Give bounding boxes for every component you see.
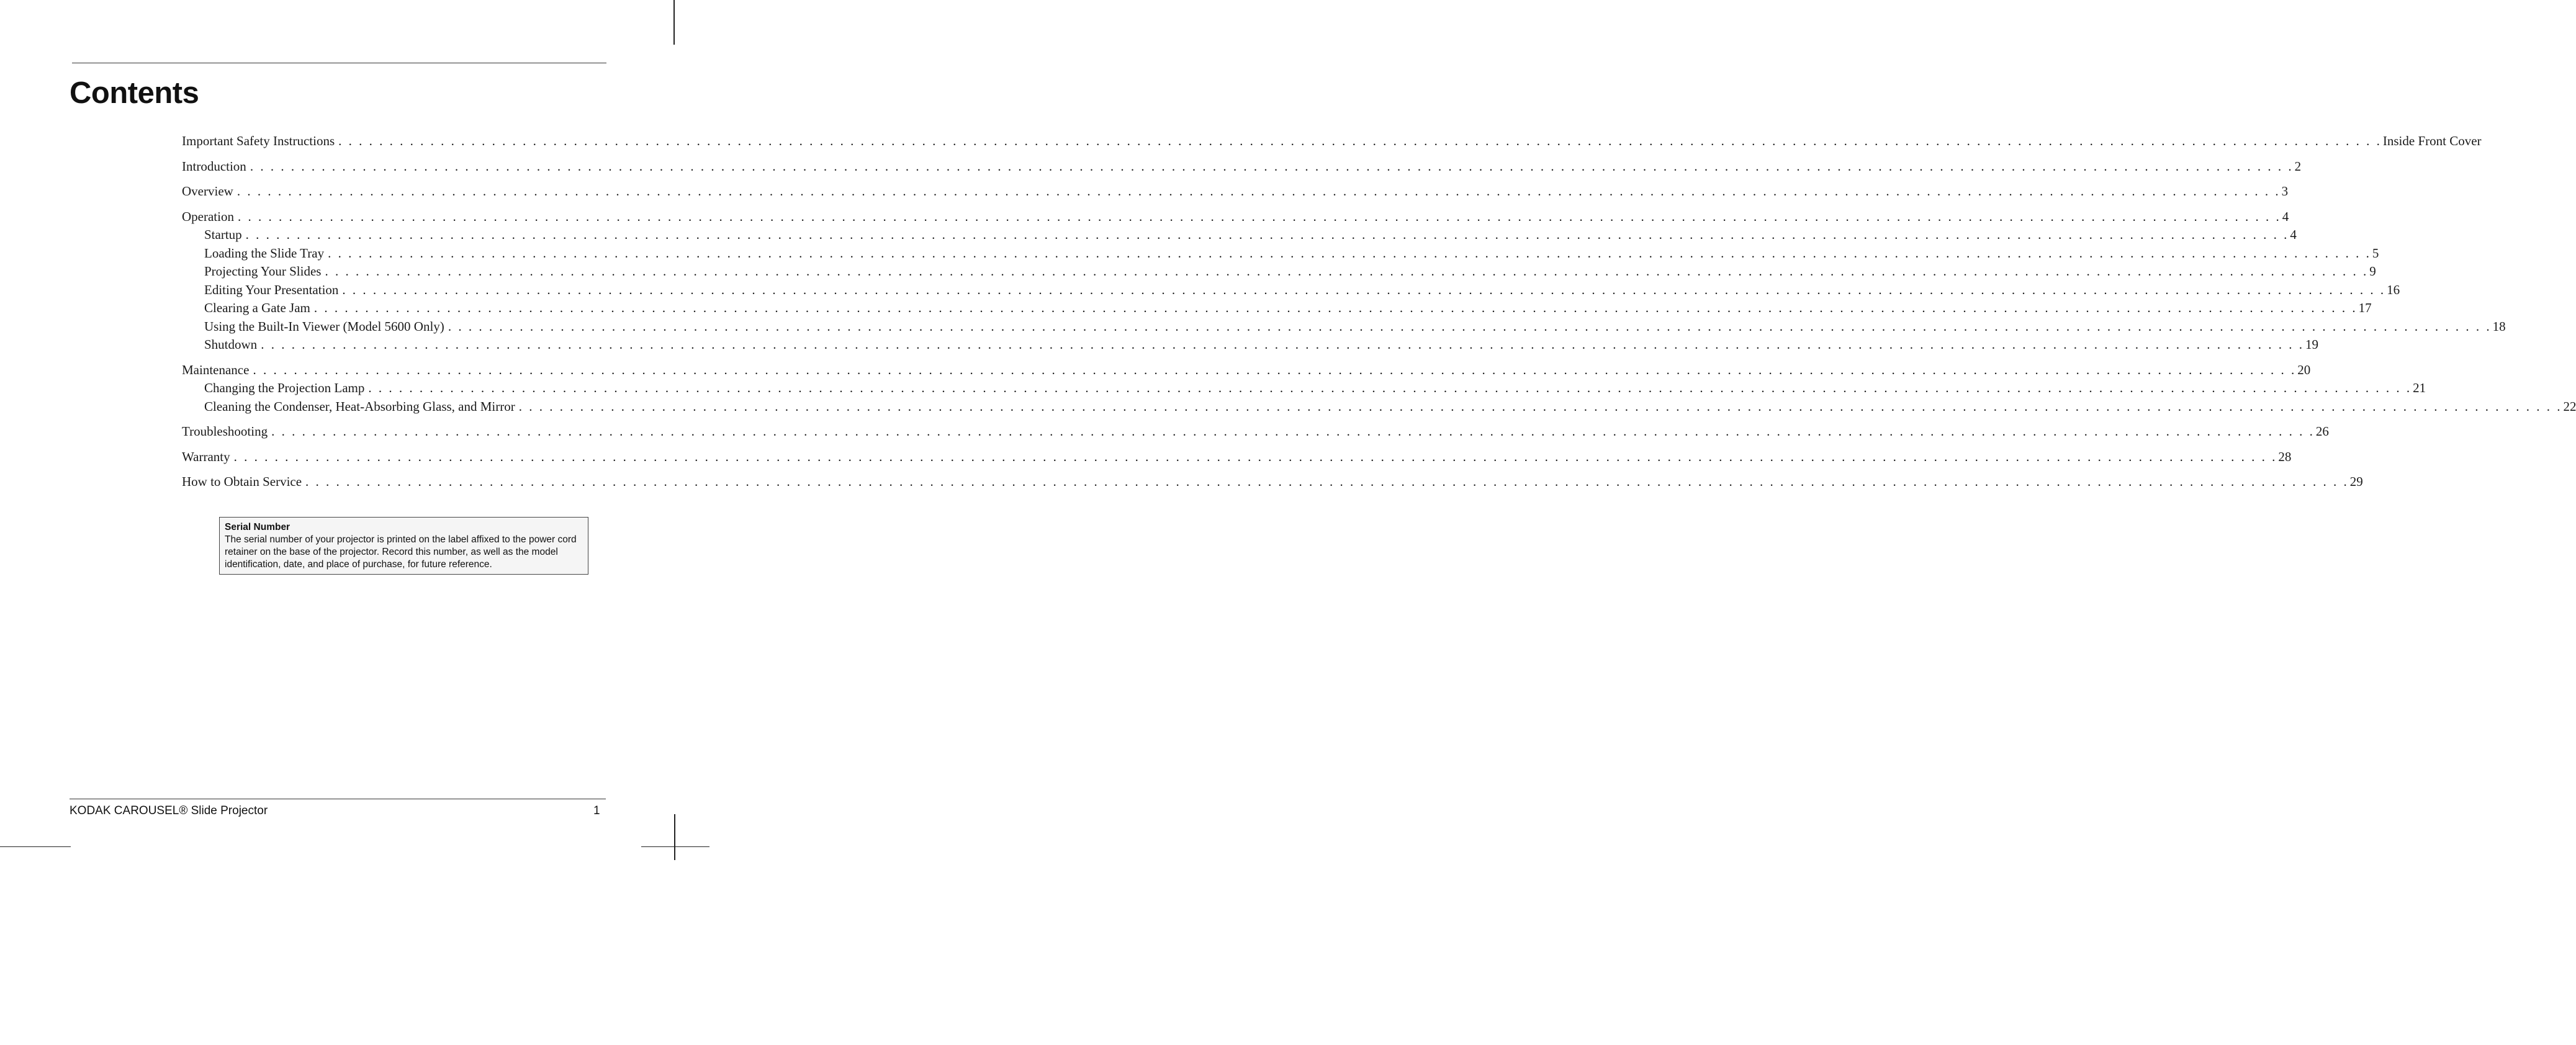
toc-entry-page: 4 [2282, 209, 2289, 224]
toc-dot-leader: . . . . . . . . . . . . . . . . . . . . . . . . . . . . . . . . . . . . . . . . . . . . . . . . . . . . . . . . . . . . . . . . . . . . . . . . . . . . . . . . . . . . . . . . . . . . . . . . . . . . . . . . . . . . . . . . . . . . . . . . . . . . . . . . . . . . . . . . . . . . . . . . . . . . . . . . . . . . . . . . . . . . . . . . . . . . . . . . . . . . . . . . . . . . . . . . . . . . . . . . [253, 362, 2297, 377]
toc-entry-page: 18 [2492, 318, 2506, 334]
toc-entry-label: Cleaning the Condenser, Heat-Absorbing Glass, and Mirror [204, 398, 515, 414]
toc-group [182, 158, 2302, 176]
toc-entry-label: Changing the Projection Lamp [204, 380, 365, 395]
toc-subentry[interactable] [182, 336, 2318, 354]
toc-entry-page: 20 [2297, 362, 2311, 377]
toc-dot-leader: . . . . . . . . . . . . . . . . . . . . . . . . . . . . . . . . . . . . . . . . . . . . . . . . . . . . . . . . . . . . . . . . . . . . . . . . . . . . . . . . . . . . . . . . . . . . . . . . . . . . . . . . . . . . . . . . . . . . . . . . . . . . . . . . . . . . . . . . . . . . . . . . . . . . . . . . . . . . . . . . . . . . . . . . . . . . . . . . . . . . . . . . . . . . . . . . . . . . . . . . [328, 245, 2371, 261]
toc-entry-label: How to Obtain Service [182, 474, 302, 489]
toc-entry-label: Introduction [182, 158, 246, 174]
toc-dot-leader: . . . . . . . . . . . . . . . . . . . . . . . . . . . . . . . . . . . . . . . . . . . . . . . . . . . . . . . . . . . . . . . . . . . . . . . . . . . . . . . . . . . . . . . . . . . . . . . . . . . . . . . . . . . . . . . . . . . . . . . . . . . . . . . . . . . . . . . . . . . . . . . . . . . . . . . . . . . . . . . . . . . . . . . . . . . . . . . . . . . . . . . . . . . . . . . . . . . . . . . . [236, 184, 2281, 199]
toc-entry-page: 29 [2349, 474, 2363, 489]
toc-subentry[interactable] [182, 379, 2426, 398]
crop-mark-top-right [673, 0, 675, 45]
toc-entry-label: Clearing a Gate Jam [204, 300, 310, 315]
footer-page-number: 1 [593, 804, 600, 817]
toc-entry-page: 26 [2315, 424, 2329, 439]
note-body: The serial number of your projector is printed on the label affixed to the power cord retainer on the base of the projector. Record this number, as well as the model identification, date, and place of purchase, for future reference. [225, 534, 577, 570]
toc-subentry[interactable] [182, 318, 2506, 336]
toc-entry[interactable] [182, 208, 2289, 226]
toc-entry[interactable] [182, 448, 2292, 467]
table-of-contents [182, 132, 2576, 498]
toc-entry-page: 17 [2358, 300, 2372, 315]
toc-entry-page: 22 [2563, 398, 2576, 414]
toc-entry-page: 4 [2290, 227, 2297, 242]
crop-mark-bottom-left [0, 846, 71, 847]
toc-subentry[interactable] [182, 398, 2576, 416]
toc-entry-page: Inside Front Cover [2382, 133, 2482, 148]
toc-entry-page: 2 [2294, 158, 2302, 174]
toc-dot-leader: . . . . . . . . . . . . . . . . . . . . . . . . . . . . . . . . . . . . . . . . . . . . . . . . . . . . . . . . . . . . . . . . . . . . . . . . . . . . . . . . . . . . . . . . . . . . . . . . . . . . . . . . . . . . . . . . . . . . . . . . . . . . . . . . . . . . . . . . . . . . . . . . . . . . . . . . . . . . . . . . . . . . . . . . . . . . . . . . . . . . . . . . . . . . . . . . . . . . . . . . [271, 424, 2315, 439]
toc-entry[interactable] [182, 423, 2329, 441]
toc-entry[interactable] [182, 182, 2289, 201]
toc-group [182, 182, 2289, 201]
toc-group [182, 473, 2363, 491]
toc-entry-label: Startup [204, 227, 242, 242]
toc-entry-page: 9 [2369, 264, 2376, 279]
toc-group [182, 361, 2576, 416]
toc-group [182, 132, 2482, 151]
toc-entry[interactable] [182, 158, 2302, 176]
toc-entry-page: 21 [2413, 380, 2426, 395]
toc-group [182, 208, 2506, 354]
toc-dot-leader: . . . . . . . . . . . . . . . . . . . . . . . . . . . . . . . . . . . . . . . . . . . . . . . . . . . . . . . . . . . . . . . . . . . . . . . . . . . . . . . . . . . . . . . . . . . . . . . . . . . . . . . . . . . . . . . . . . . . . . . . . . . . . . . . . . . . . . . . . . . . . . . . . . . . . . . . . . . . . . . . . . . . . . . . . . . . . . . . . . . . . . . . . . . . . . . . . . . . . . . . [233, 449, 2277, 464]
toc-entry-page: 19 [2305, 337, 2318, 352]
toc-dot-leader: . . . . . . . . . . . . . . . . . . . . . . . . . . . . . . . . . . . . . . . . . . . . . . . . . . . . . . . . . . . . . . . . . . . . . . . . . . . . . . . . . . . . . . . . . . . . . . . . . . . . . . . . . . . . . . . . . . . . . . . . . . . . . . . . . . . . . . . . . . . . . . . . . . . . . . . . . . . . . . . . . . . . . . . . . . . . . . . . . . . . . . . . . . . . . . . . . . . . . . . . [342, 282, 2386, 297]
toc-entry-label: Editing Your Presentation [204, 282, 339, 297]
toc-subentry[interactable] [182, 299, 2372, 318]
toc-entry-label: Important Safety Instructions [182, 133, 335, 148]
serial-number-note [219, 517, 588, 575]
toc-entry-label: Using the Built-In Viewer (Model 5600 Only) [204, 318, 444, 334]
toc-dot-leader: . . . . . . . . . . . . . . . . . . . . . . . . . . . . . . . . . . . . . . . . . . . . . . . . . . . . . . . . . . . . . . . . . . . . . . . . . . . . . . . . . . . . . . . . . . . . . . . . . . . . . . . . . . . . . . . . . . . . . . . . . . . . . . . . . . . . . . . . . . . . . . . . . . . . . . . . . . . . . . . . . . . . . . . . . . . . . . . . . . . . . . . . . . . . . . . . . . . . . . . . [237, 209, 2281, 224]
toc-entry-label: Maintenance [182, 362, 250, 377]
toc-dot-leader: . . . . . . . . . . . . . . . . . . . . . . . . . . . . . . . . . . . . . . . . . . . . . . . . . . . . . . . . . . . . . . . . . . . . . . . . . . . . . . . . . . . . . . . . . . . . . . . . . . . . . . . . . . . . . . . . . . . . . . . . . . . . . . . . . . . . . . . . . . . . . . . . . . . . . . . . . . . . . . . . . . . . . . . . . . . . . . . . . . . . . . . . . . . . . . . . . . . . . . . . [305, 474, 2349, 489]
toc-entry-page: 16 [2387, 282, 2400, 297]
toc-entry-label: Shutdown [204, 337, 258, 352]
toc-subentry[interactable] [182, 226, 2297, 244]
toc-dot-leader: . . . . . . . . . . . . . . . . . . . . . . . . . . . . . . . . . . . . . . . . . . . . . . . . . . . . . . . . . . . . . . . . . . . . . . . . . . . . . . . . . . . . . . . . . . . . . . . . . . . . . . . . . . . . . . . . . . . . . . . . . . . . . . . . . . . . . . . . . . . . . . . . . . . . . . . . . . . . . . . . . . . . . . . . . . . . . . . . . . . . . . . . . . . . . . . . . . . . . . . . [261, 337, 2304, 352]
toc-entry-label: Operation [182, 209, 234, 224]
footer-title: KODAK CAROUSEL® Slide Projector [70, 804, 268, 817]
toc-entry-label: Overview [182, 184, 233, 199]
toc-dot-leader: . . . . . . . . . . . . . . . . . . . . . . . . . . . . . . . . . . . . . . . . . . . . . . . . . . . . . . . . . . . . . . . . . . . . . . . . . . . . . . . . . . . . . . . . . . . . . . . . . . . . . . . . . . . . . . . . . . . . . . . . . . . . . . . . . . . . . . . . . . . . . . . . . . . . . . . . . . . . . . . . . . . . . . . . . . . . . . . . . . . . . . . . . . . . . . . . . . . . . . . . [338, 133, 2382, 148]
toc-dot-leader: . . . . . . . . . . . . . . . . . . . . . . . . . . . . . . . . . . . . . . . . . . . . . . . . . . . . . . . . . . . . . . . . . . . . . . . . . . . . . . . . . . . . . . . . . . . . . . . . . . . . . . . . . . . . . . . . . . . . . . . . . . . . . . . . . . . . . . . . . . . . . . . . . . . . . . . . . . . . . . . . . . . . . . . . . . . . . . . . . . . . . . . . . . . . . . . . . . . . . . . . [313, 300, 2358, 315]
note-title: Serial Number [225, 522, 290, 532]
toc-entry[interactable] [182, 361, 2311, 380]
toc-group [182, 448, 2292, 467]
toc-entry[interactable] [182, 132, 2482, 151]
page-title: Contents [70, 76, 199, 110]
toc-entry[interactable] [182, 473, 2363, 491]
toc-dot-leader: . . . . . . . . . . . . . . . . . . . . . . . . . . . . . . . . . . . . . . . . . . . . . . . . . . . . . . . . . . . . . . . . . . . . . . . . . . . . . . . . . . . . . . . . . . . . . . . . . . . . . . . . . . . . . . . . . . . . . . . . . . . . . . . . . . . . . . . . . . . . . . . . . . . . . . . . . . . . . . . . . . . . . . . . . . . . . . . . . . . . . . . . . . . . . . . . . . . . . . . . [250, 158, 2294, 174]
toc-dot-leader: . . . . . . . . . . . . . . . . . . . . . . . . . . . . . . . . . . . . . . . . . . . . . . . . . . . . . . . . . . . . . . . . . . . . . . . . . . . . . . . . . . . . . . . . . . . . . . . . . . . . . . . . . . . . . . . . . . . . . . . . . . . . . . . . . . . . . . . . . . . . . . . . . . . . . . . . . . . . . . . . . . . . . . . . . . . . . . . . . . . . . . . . . . . . . . . . . . . . . . . . [368, 380, 2412, 395]
toc-dot-leader: . . . . . . . . . . . . . . . . . . . . . . . . . . . . . . . . . . . . . . . . . . . . . . . . . . . . . . . . . . . . . . . . . . . . . . . . . . . . . . . . . . . . . . . . . . . . . . . . . . . . . . . . . . . . . . . . . . . . . . . . . . . . . . . . . . . . . . . . . . . . . . . . . . . . . . . . . . . . . . . . . . . . . . . . . . . . . . . . . . . . . . . . . . . . . . . . . . . . . . . . [518, 398, 2562, 414]
toc-entry-page: 3 [2281, 184, 2289, 199]
toc-entry-label: Troubleshooting [182, 424, 268, 439]
toc-dot-leader: . . . . . . . . . . . . . . . . . . . . . . . . . . . . . . . . . . . . . . . . . . . . . . . . . . . . . . . . . . . . . . . . . . . . . . . . . . . . . . . . . . . . . . . . . . . . . . . . . . . . . . . . . . . . . . . . . . . . . . . . . . . . . . . . . . . . . . . . . . . . . . . . . . . . . . . . . . . . . . . . . . . . . . . . . . . . . . . . . . . . . . . . . . . . . . . . . . . . . . . . [448, 318, 2492, 334]
toc-subentry[interactable] [182, 244, 2379, 263]
toc-subentry[interactable] [182, 281, 2400, 300]
toc-entry-page: 28 [2278, 449, 2292, 464]
crop-mark-bottom-right-horizontal [641, 846, 709, 847]
toc-entry-label: Projecting Your Slides [204, 264, 322, 279]
toc-dot-leader: . . . . . . . . . . . . . . . . . . . . . . . . . . . . . . . . . . . . . . . . . . . . . . . . . . . . . . . . . . . . . . . . . . . . . . . . . . . . . . . . . . . . . . . . . . . . . . . . . . . . . . . . . . . . . . . . . . . . . . . . . . . . . . . . . . . . . . . . . . . . . . . . . . . . . . . . . . . . . . . . . . . . . . . . . . . . . . . . . . . . . . . . . . . . . . . . . . . . . . . . [325, 264, 2369, 279]
toc-entry-page: 5 [2372, 245, 2379, 261]
toc-entry-label: Loading the Slide Tray [204, 245, 325, 261]
toc-subentry[interactable] [182, 262, 2376, 281]
crop-mark-bottom-right-vertical [674, 814, 675, 860]
toc-entry-label: Warranty [182, 449, 230, 464]
toc-dot-leader: . . . . . . . . . . . . . . . . . . . . . . . . . . . . . . . . . . . . . . . . . . . . . . . . . . . . . . . . . . . . . . . . . . . . . . . . . . . . . . . . . . . . . . . . . . . . . . . . . . . . . . . . . . . . . . . . . . . . . . . . . . . . . . . . . . . . . . . . . . . . . . . . . . . . . . . . . . . . . . . . . . . . . . . . . . . . . . . . . . . . . . . . . . . . . . . . . . . . . . . . [245, 227, 2289, 242]
toc-group [182, 423, 2329, 441]
